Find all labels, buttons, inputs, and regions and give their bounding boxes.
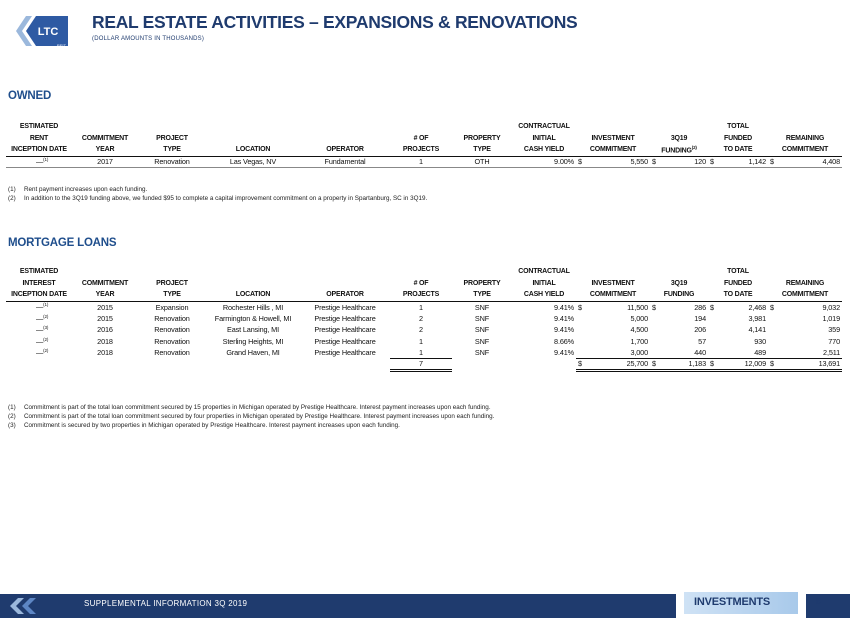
inception-date-cell [6,336,72,348]
cash-yield: 9.41% [554,302,574,312]
header-cell: ESTIMATED [19,267,59,275]
total-funded [708,301,768,313]
remaining-commitment [768,347,842,359]
currency-symbol: $ [578,157,582,167]
header-cell: # OF [413,134,429,142]
header-cell: CASH YIELD [512,289,576,301]
header-cell: CONTRACTUAL [518,267,570,275]
investment-commitment [576,156,650,168]
footer-section-label: INVESTMENTS [694,596,771,608]
header-cell: INVESTMENT [591,279,635,287]
inception-date-cell [6,301,72,313]
inception-date-cell [6,347,72,359]
remaining-commitment [768,301,842,313]
quarter-funding [650,313,708,325]
commitment-year: 2015 [97,302,113,312]
page-subtitle: (DOLLAR AMOUNTS IN THOUSANDS) [92,36,205,42]
empty-cell [452,359,512,371]
amount-value: 440 [694,348,706,357]
property-type: SNF [474,313,490,323]
operator: Prestige Healthcare [314,302,376,312]
footnote-number: (3) [8,421,16,429]
amount-value: 1,700 [630,336,648,346]
header-cell: COMMITMENT [768,289,842,301]
header-cell [576,120,650,132]
logo-sub-text: REIT [56,43,66,48]
footnote [8,422,494,431]
currency-symbol: $ [710,359,714,369]
inception-date: — [36,348,44,358]
header-cell: FUNDING [650,289,708,301]
commitment-year: 2017 [72,156,138,168]
inception-date-cell [6,324,72,336]
quarter-funding [650,301,708,313]
currency-symbol: $ [770,157,774,167]
footnote [8,413,494,422]
header-cell [650,120,708,132]
currency-symbol: $ [578,359,582,369]
operator: Prestige Healthcare [314,313,376,323]
empty-cell [6,359,72,371]
total-funding [650,359,708,371]
header-cell: TOTAL [727,267,749,275]
footer-label: SUPPLEMENTAL INFORMATION 3Q 2019 [84,599,248,608]
header-cell: ESTIMATED [19,122,59,130]
amount-value: 25,700 [626,359,648,369]
total-funded-to-date [708,359,768,371]
inception-date-cell [6,313,72,325]
owned-header-row-1 [6,120,842,132]
header-cell [206,265,300,277]
table-row [6,324,842,336]
amount-value: 12,009 [744,359,766,369]
project-type: Renovation [138,156,206,168]
logo-text: LTC [37,26,59,38]
header-cell: OPERATOR [300,289,390,301]
property-type: SNF [474,325,490,335]
empty-cell [206,359,300,371]
header-cell: 3Q19 [670,134,688,142]
commitment-year: 2018 [97,348,113,358]
table-row [6,313,842,325]
footnote [8,195,427,204]
currency-symbol: $ [652,157,656,167]
ltc-logo-icon [12,10,74,52]
header-cell: TYPE [138,289,206,301]
header-cell: YEAR [72,144,138,156]
total-remaining [768,359,842,371]
header-cell: 3Q19 [670,279,688,287]
commitment-year: 2015 [97,313,113,323]
header-cell: INITIAL [532,134,556,142]
amount-value: 1,142 [748,157,766,167]
operator: Prestige Healthcare [314,336,376,346]
amount-value: 359 [828,325,840,335]
header-cell: COMMITMENT [81,134,129,142]
currency-symbol: $ [652,359,656,369]
project-count: 2 [419,325,423,335]
header-cell: TOTAL [727,122,749,130]
currency-symbol: $ [710,157,714,167]
header-cell [452,120,512,132]
header-cell: PROJECT [156,134,188,142]
owned-header-row-2 [6,132,842,144]
page-number: 8 [816,597,821,606]
amount-value: 2,511 [823,348,840,357]
footnote-marker: (3) [43,325,49,331]
investment-commitment [576,301,650,313]
total-funded [708,313,768,325]
header-cell: LOCATION [206,144,300,156]
operator: Fundamental [300,156,390,168]
amount-value: 57 [698,336,706,346]
location: Farmington & Howell, MI [214,313,292,323]
quarter-funding [650,347,708,359]
header-cell: PROJECTS [390,289,452,301]
location: Grand Haven, MI [226,348,280,358]
mortgage-heading: MORTGAGE LOANS [8,237,117,249]
mortgage-header-row-1 [6,265,842,277]
ltc-logo [12,10,74,52]
footnote-marker: (1) [43,302,49,308]
header-cell [452,265,512,277]
project-count: 2 [419,313,423,323]
currency-symbol: $ [710,302,714,312]
total-projects: 7 [390,359,452,371]
header-cell [72,120,138,132]
header-cell [206,120,300,132]
currency-symbol: $ [578,302,582,312]
footnote-text: In addition to the 3Q19 funding above, we funded $95 to complete a capital improvement commitment on a property in Spartanburg, SC in 3Q19. [24,194,428,202]
header-cell: INVESTMENT [591,134,635,142]
table-row [6,336,842,348]
investment-commitment [576,336,650,348]
inception-date: — [36,336,44,346]
remaining-commitment [768,324,842,336]
header-cell: PROPERTY [463,134,501,142]
header-cell: # OF [413,279,429,287]
project-type: Renovation [154,336,190,346]
header-cell [650,144,708,156]
empty-cell [300,359,390,371]
footnote-text: Commitment is part of the total loan commitment secured by four properties in Michigan operated by Prestige Healthcare. Interest payment increases upon each funding. [24,412,495,420]
table-row [6,156,842,168]
footnote-marker: (2) [43,336,49,342]
commitment-year: 2016 [97,325,113,335]
investment-commitment [576,324,650,336]
property-type: SNF [474,348,490,358]
project-count: 1 [419,302,423,312]
operator: Prestige Healthcare [314,325,376,335]
header-cell [138,265,206,277]
inception-date-cell [6,156,72,168]
amount-value: 930 [754,336,766,346]
inception-date: — [36,157,44,167]
property-type: SNF [474,336,490,346]
remaining-commitment [768,313,842,325]
header-cell: CONTRACTUAL [518,122,570,130]
amount-value: 120 [694,157,706,167]
empty-cell [138,359,206,371]
header-cell [72,265,138,277]
header-cell: FUNDED [724,279,752,287]
remaining-commitment [768,336,842,348]
amount-value: 1,183 [688,359,706,369]
footnote-marker: (2) [691,145,697,151]
amount-value: 206 [694,325,706,335]
amount-value: 489 [754,348,766,357]
header-cell [300,120,390,132]
amount-value: 770 [828,336,840,346]
total-funded [708,324,768,336]
header-cell: FUNDED [724,134,752,142]
location: Sterling Heights, MI [222,336,284,346]
header-cell: PROPERTY [463,279,501,287]
owned-table [6,120,842,168]
currency-symbol: $ [652,302,656,312]
mortgage-header-row-3 [6,289,842,301]
amount-value: 13,691 [818,359,840,369]
header-cell: PROJECTS [390,144,452,156]
total-funded [708,156,768,168]
footnote-marker: (2) [43,348,49,354]
currency-symbol: $ [770,359,774,369]
amount-value: 9,032 [822,302,840,312]
footnote-text: Commitment is secured by two properties in Michigan operated by Prestige Healthcare. Interest payment increases upon each funding. [24,421,400,429]
header-cell [300,277,390,289]
page-title: REAL ESTATE ACTIVITIES – EXPANSIONS & RENOVATIONS [92,12,578,32]
project-type: Renovation [154,313,190,323]
operator: Prestige Healthcare [314,348,376,358]
header-cell [300,265,390,277]
header-cell: COMMITMENT [576,289,650,301]
owned-heading: OWNED [8,90,52,102]
empty-cell [72,359,138,371]
footnote-number: (1) [8,404,16,411]
header-cell: COMMITMENT [768,144,842,156]
footnote-marker: (1) [43,157,49,163]
header-cell: TYPE [452,144,512,156]
inception-date: — [36,302,44,312]
mortgage-footnotes [8,404,494,430]
project-type: Renovation [154,325,190,335]
cash-yield: 9.41% [554,348,574,358]
header-cell [138,120,206,132]
quarter-funding [650,156,708,168]
property-type: OTH [452,156,512,168]
header-cell: TO DATE [708,289,768,301]
amount-value: 1,019 [822,313,840,323]
header-cell [650,265,708,277]
amount-value: 4,408 [822,157,840,167]
total-investment [576,359,650,371]
header-cell [206,132,300,144]
footnote-text: Rent payment increases upon each funding. [24,186,148,193]
amount-value: 3,981 [748,313,766,323]
project-type: Renovation [154,348,190,358]
header-cell: PROJECT [156,279,188,287]
commitment-year: 2018 [97,336,113,346]
header-cell: INTEREST [22,279,56,287]
header-cell: REMAINING [785,134,825,142]
currency-symbol: $ [770,302,774,312]
footnote-marker: (2) [43,313,49,319]
table-row [6,347,842,359]
project-type: Expansion [155,302,189,312]
header-cell: COMMITMENT [81,279,129,287]
inception-date: — [36,313,44,323]
amount-value: 286 [694,302,706,312]
header-cell [390,120,452,132]
header-cell [576,265,650,277]
amount-value: 194 [694,313,706,323]
header-cell: YEAR [72,289,138,301]
project-count: 1 [419,336,423,346]
location: Las Vegas, NV [206,156,300,168]
header-cell [300,132,390,144]
footnote-number: (2) [8,194,16,202]
header-cell [206,277,300,289]
remaining-commitment [768,156,842,168]
inception-date: — [36,325,44,335]
footnote-number: (1) [8,186,16,193]
header-cell: TYPE [452,289,512,301]
cash-yield: 9.41% [554,313,574,323]
amount-value: 11,500 [627,302,648,312]
quarter-funding [650,324,708,336]
footnote-text: Commitment is part of the total loan commitment secured by 15 properties in Michigan operated by Prestige Healthcare. Interest payment increases upon each funding. [24,404,491,411]
header-cell: RENT [29,134,49,142]
header-cell: OPERATOR [300,144,390,156]
total-funded [708,347,768,359]
header-cell: INCEPTION DATE [6,144,72,156]
header-cell-text: FUNDING [661,147,692,155]
header-cell: CASH YIELD [512,144,576,156]
header-cell: COMMITMENT [576,144,650,156]
amount-value: 4,500 [630,325,648,335]
totals-row [6,359,842,371]
header-cell: TO DATE [708,144,768,156]
header-cell: TYPE [138,144,206,156]
header-cell: INITIAL [532,279,556,287]
header-cell [768,265,842,277]
owned-footnotes [8,186,427,204]
cash-yield: 9.41% [554,325,574,335]
header-cell: REMAINING [785,279,825,287]
footnote [8,404,494,413]
quarter-funding [650,336,708,348]
project-count: 1 [390,156,452,168]
amount-value: 4,141 [748,325,766,335]
location: Rochester Hills , MI [222,302,284,312]
cash-yield: 8.66% [554,336,574,346]
amount-value: 5,000 [630,313,648,323]
amount-value: 5,550 [630,157,648,167]
total-funded [708,336,768,348]
footnote [8,186,427,195]
empty-cell [512,359,576,371]
cash-yield: 9.00% [512,156,576,168]
investment-commitment [576,347,650,359]
header-cell: LOCATION [206,289,300,301]
location: East Lansing, MI [227,325,279,335]
header-cell: INCEPTION DATE [6,289,72,301]
header-cell [768,120,842,132]
mortgage-table [6,265,842,372]
owned-header-row-3 [6,144,842,156]
chevron-decoration-icon [8,596,78,616]
table-row [6,301,842,313]
amount-value: 2,468 [748,302,766,312]
investment-commitment [576,313,650,325]
project-count: 1 [390,347,452,359]
header-cell [390,265,452,277]
mortgage-header-row-2 [6,277,842,289]
footnote-number: (2) [8,412,16,420]
property-type: SNF [474,302,490,312]
amount-value: 3,000 [630,348,648,357]
